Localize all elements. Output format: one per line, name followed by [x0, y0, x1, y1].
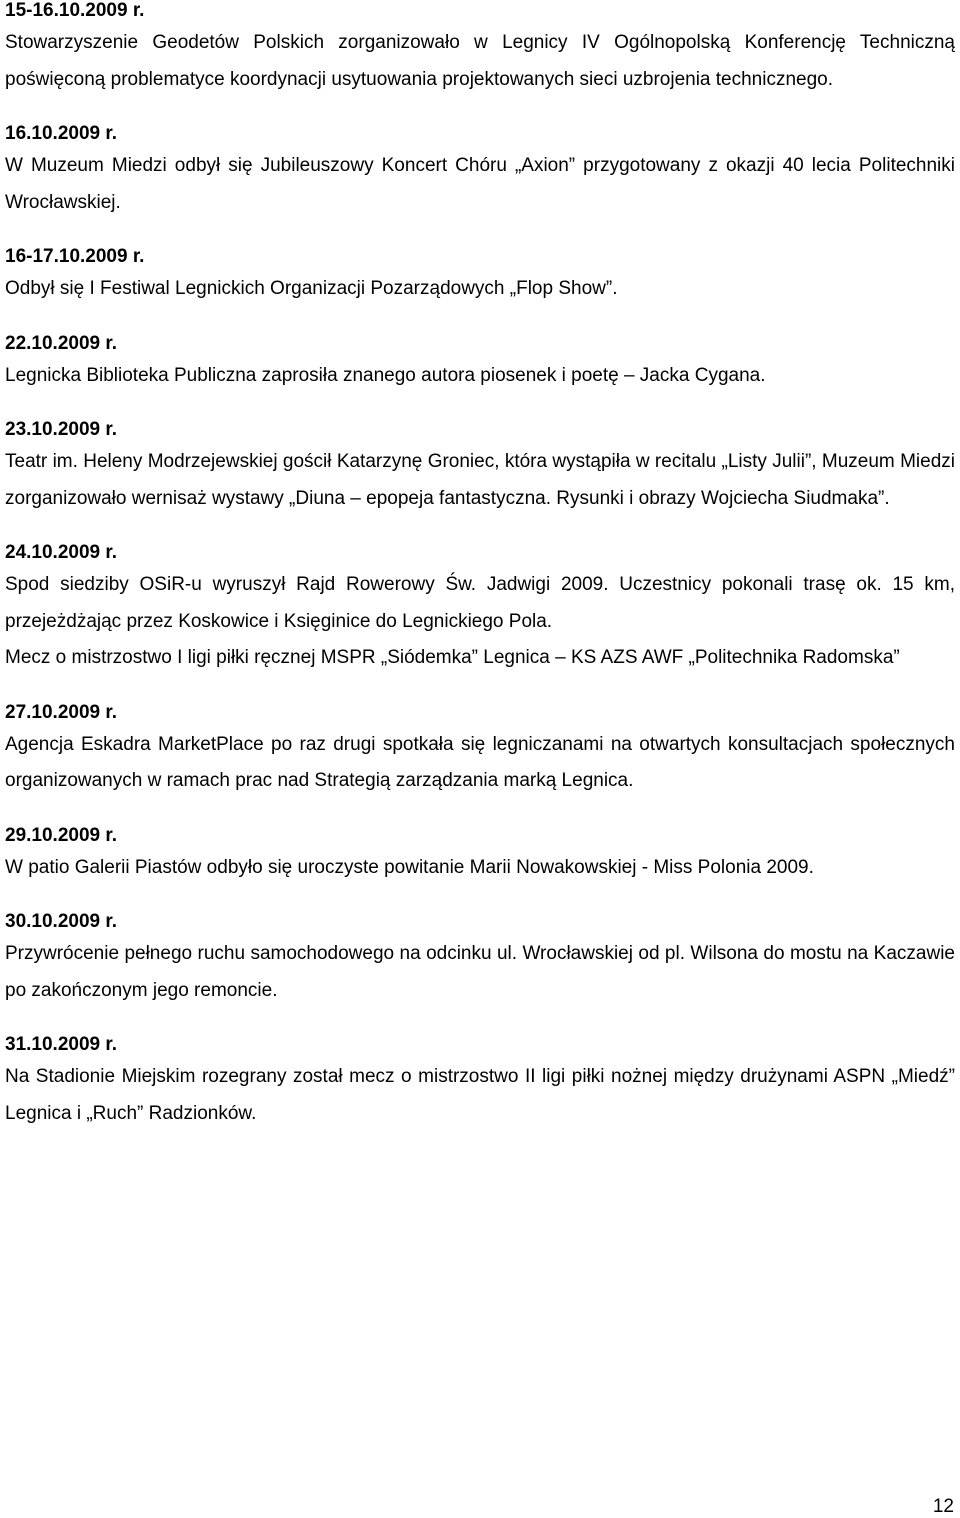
entry-text: Przywrócenie pełnego ruchu samochodowego na odcinku ul. Wrocławskiej od pl. Wilsona do mostu na Kaczawie po zakończonym jego remoncie.	[5, 943, 955, 1001]
entry-27-oct	[5, 702, 955, 800]
entry-date: 29.10.2009 r.	[5, 824, 117, 846]
page-number: 12	[932, 1496, 954, 1517]
entry-text: Spod siedziby OSiR-u wyruszył Rajd Rowerowy Św. Jadwigi 2009. Uczestnicy pokonali trasę ok. 15 km, przejeżdżając przez Koskowice i Księginice do Legnickiego Pola.	[5, 574, 955, 632]
entry-16-oct	[5, 123, 955, 221]
entry-text: Agencja Eskadra MarketPlace po raz drugi spotkała się legniczanami na otwartych konsultacjach społecznych organizowanych w ramach prac nad Strategią zarządzania marką Legnica.	[5, 733, 955, 791]
entry-text: Odbył się I Festiwal Legnickich Organizacji Pozarządowych „Flop Show”.	[5, 278, 618, 299]
entry-16-17-oct	[5, 246, 955, 308]
entry-date: 27.10.2009 r.	[5, 701, 117, 723]
entry-date: 15-16.10.2009 r.	[5, 0, 145, 21]
entry-23-oct	[5, 419, 955, 517]
entry-date: 16-17.10.2009 r.	[5, 246, 145, 267]
entry-30-oct	[5, 911, 955, 1009]
entry-text: W patio Galerii Piastów odbyło się uroczyste powitanie Marii Nowakowskiej - Miss Polonia 2009.	[5, 856, 814, 878]
entry-15-16-oct	[5, 0, 955, 98]
entry-date: 23.10.2009 r.	[5, 419, 117, 440]
entry-date: 24.10.2009 r.	[5, 542, 117, 563]
entry-22-oct	[5, 333, 955, 395]
entry-date: 31.10.2009 r.	[5, 1034, 117, 1055]
document-page	[5, 0, 955, 1132]
entry-31-oct	[5, 1034, 955, 1132]
entry-text: Legnicka Biblioteka Publiczna zaprosiła znanego autora piosenek i poetę – Jacka Cygana.	[5, 364, 766, 386]
entry-text: Teatr im. Heleny Modrzejewskiej gościł Katarzynę Groniec, która wystąpiła w recitalu „Listy Julii”, Muzeum Miedzi zorganizowało wernisaż wystawy „Diuna – epopeja fantastyczna. Rysunki i obrazy Wojciecha Siudmaka”.	[5, 451, 955, 509]
entry-24-oct	[5, 542, 955, 677]
entry-date: 22.10.2009 r.	[5, 332, 117, 354]
entry-text: Na Stadionie Miejskim rozegrany został mecz o mistrzostwo II ligi piłki nożnej między drużynami ASPN „Miedź” Legnica i „Ruch” Radzionków.	[5, 1066, 955, 1124]
entry-date: 16.10.2009 r.	[5, 123, 117, 144]
entry-text: W Muzeum Miedzi odbył się Jubileuszowy Koncert Chóru „Axion” przygotowany z okazji 40 lecia Politechniki Wrocławskiej.	[5, 155, 955, 213]
entry-29-oct	[5, 825, 955, 887]
entry-text: Mecz o mistrzostwo I ligi piłki ręcznej MSPR „Siódemka” Legnica – KS AZS AWF „Politechnika Radomska”	[5, 647, 900, 668]
entry-text: Stowarzyszenie Geodetów Polskich zorganizowało w Legnicy IV Ogólnopolską Konferencję Techniczną poświęconą problematyce koordynacji usytuowania projektowanych sieci uzbrojenia technicznego.	[5, 32, 955, 90]
entry-date: 30.10.2009 r.	[5, 911, 117, 932]
